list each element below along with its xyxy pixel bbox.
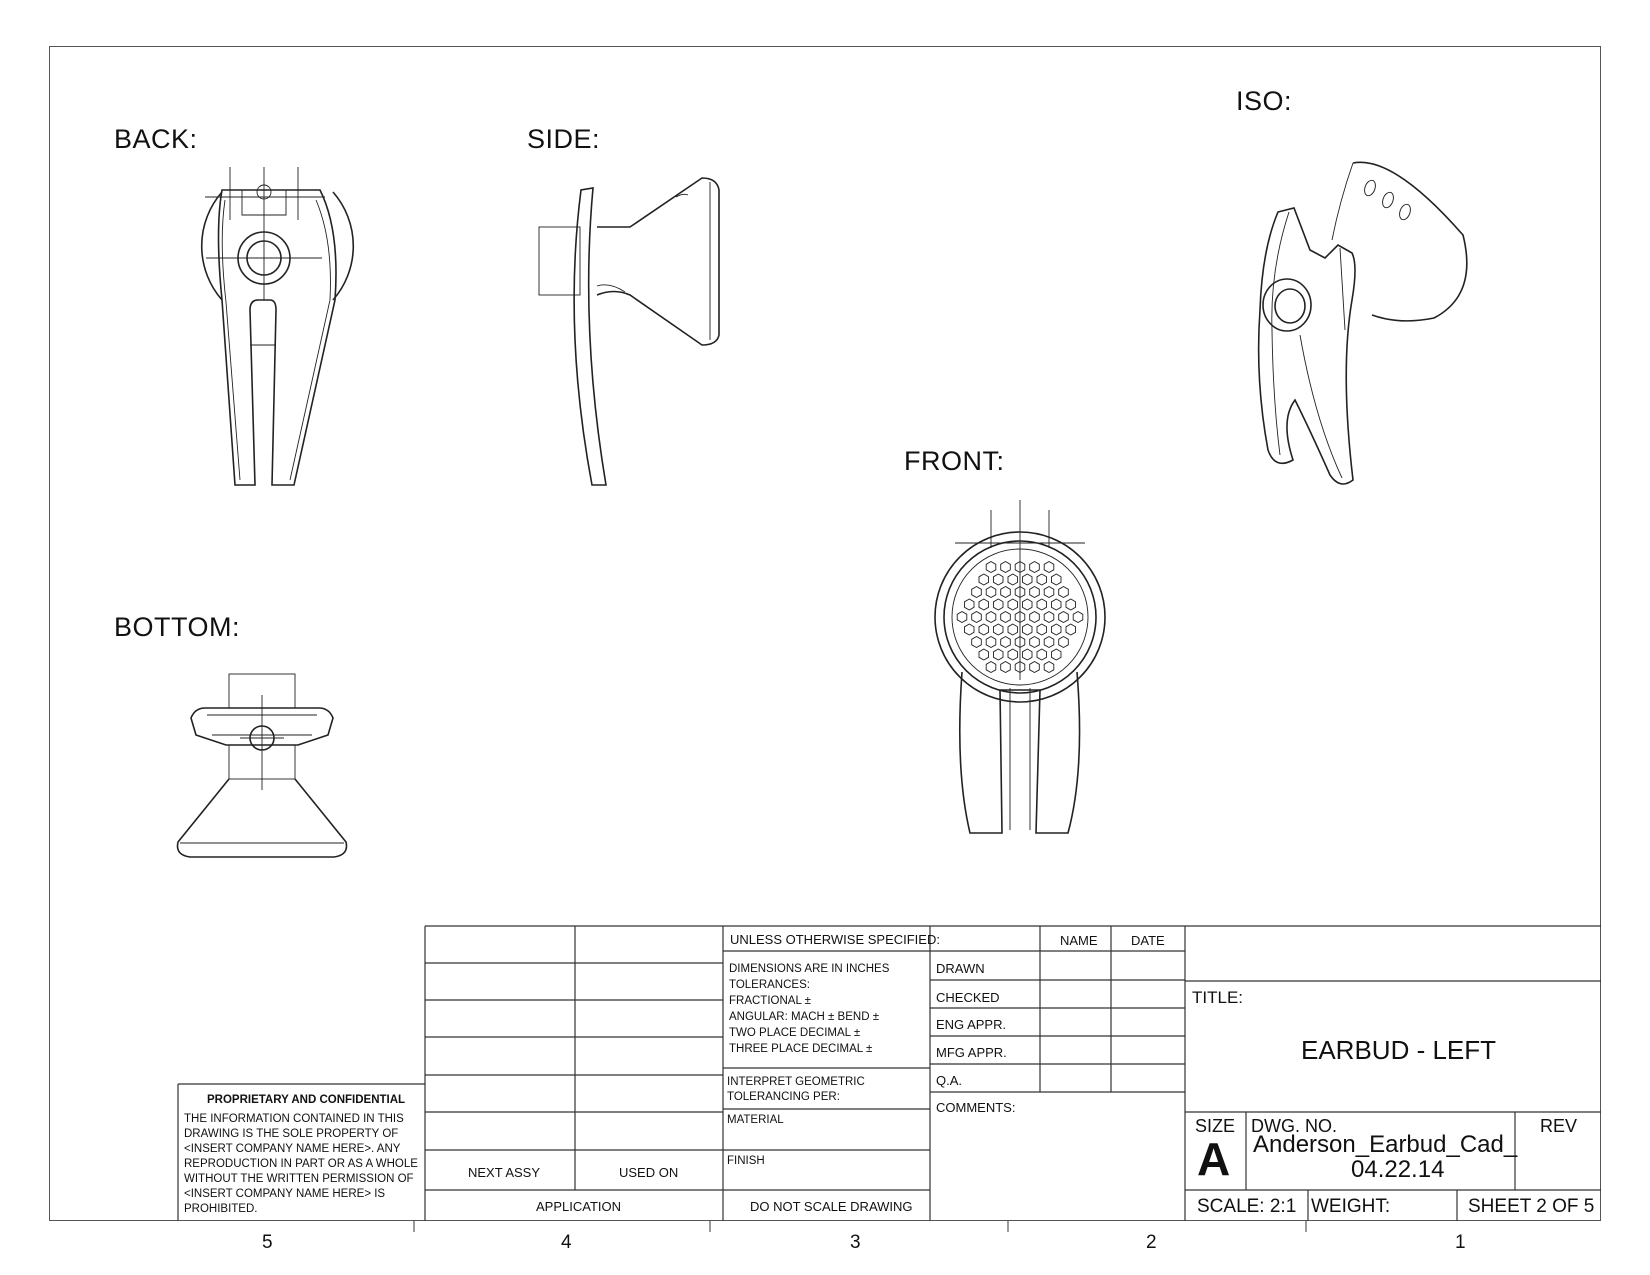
approval-row-label: MFG APPR. [936,1045,1007,1060]
grille-hole [1059,637,1069,648]
grille-hole [1001,637,1011,648]
do-not-scale-label: DO NOT SCALE DRAWING [750,1199,913,1214]
dwg-no-line-2: 04.22.14 [1351,1156,1445,1183]
grille-hole [1066,599,1076,610]
size-value: A [1197,1133,1231,1185]
grille-hole [1052,624,1062,635]
approval-row-label: CHECKED [936,990,1000,1005]
date-header: DATE [1131,933,1165,948]
dimensions-line: TWO PLACE DECIMAL ± [729,1027,861,1039]
grille-hole [1030,587,1040,598]
view-label-side: SIDE: [527,124,601,154]
grille-hole [1030,562,1040,573]
approval-row-label: DRAWN [936,961,985,976]
grille-hole [1030,637,1040,648]
view-label-bottom: BOTTOM: [114,612,241,642]
bottom-view-drawing [178,674,347,857]
dimensions-line: TOLERANCES: [729,979,810,991]
grille-hole [1059,587,1069,598]
grille-hole [1023,599,1033,610]
grille-hole [1044,637,1054,648]
grille-hole [979,599,989,610]
grille-hole [994,574,1004,585]
proprietary-line: THE INFORMATION CONTAINED IN THIS [184,1113,404,1125]
grille-hole [1044,662,1054,673]
title-label: TITLE: [1192,988,1244,1007]
application-label: APPLICATION [536,1199,622,1214]
grille-hole [1023,649,1033,660]
grille-hole [1001,587,1011,598]
grille-hole [1073,612,1083,623]
grille-hole [1066,624,1076,635]
grille-hole [1023,624,1033,635]
grille-hole [1037,624,1047,635]
grille-hole [986,587,996,598]
dimensions-line: DIMENSIONS ARE IN INCHES [729,963,890,975]
grille-hole [965,624,975,635]
dwg-no-label: DWG. NO. [1251,1116,1337,1136]
unless-specified-label: UNLESS OTHERWISE SPECIFIED: [730,932,940,947]
proprietary-line: WITHOUT THE WRITTEN PERMISSION OF [184,1173,414,1185]
grille-hole [979,574,989,585]
material-label: MATERIAL [727,1114,784,1126]
approval-row-label: ENG APPR. [936,1017,1007,1032]
proprietary-line: DRAWING IS THE SOLE PROPERTY OF [184,1128,399,1140]
zone-number: 4 [561,1232,572,1253]
grille-hole [1037,574,1047,585]
dimensions-line: ANGULAR: MACH ± BEND ± [729,1011,880,1023]
scale-label: SCALE: 2:1 [1197,1196,1297,1217]
grille-hole [986,612,996,623]
grille-hole [1052,574,1062,585]
proprietary-line: <INSERT COMPANY NAME HERE>. ANY [184,1143,401,1155]
view-label-iso: ISO: [1236,86,1293,116]
grille-hole [972,612,982,623]
grille-hole [1030,612,1040,623]
next-assy-label: NEXT ASSY [468,1165,541,1180]
proprietary-line: <INSERT COMPANY NAME HERE> IS [184,1188,386,1200]
grille-hole [1052,649,1062,660]
grille-hole [1001,612,1011,623]
grille-hole [1044,562,1054,573]
interpret-line: INTERPRET GEOMETRIC [727,1076,865,1088]
grille-hole [986,637,996,648]
grille-hole [1044,612,1054,623]
grille-hole [1052,599,1062,610]
zone-number: 1 [1455,1232,1466,1253]
grille-hole [1008,624,1018,635]
zone-number: 5 [262,1232,273,1253]
grille-hole [1008,649,1018,660]
used-on-label: USED ON [619,1165,679,1180]
view-label-front: FRONT: [904,446,1005,476]
grille-hole [994,624,1004,635]
size-label: SIZE [1195,1116,1236,1136]
interpret-line: TOLERANCING PER: [727,1091,840,1103]
name-header: NAME [1060,933,1098,948]
grille-hole [1008,599,1018,610]
grille-hole [986,662,996,673]
sheet-label: SHEET 2 OF 5 [1468,1196,1595,1217]
grille-hole [965,599,975,610]
grille-hole [1001,662,1011,673]
grille-hole [1023,574,1033,585]
grille-hole [1030,662,1040,673]
proprietary-line: PROHIBITED. [184,1203,258,1215]
dimensions-line: FRACTIONAL ± [729,995,811,1007]
proprietary-line: REPRODUCTION IN PART OR AS A WHOLE [184,1158,418,1170]
approval-row-label: Q.A. [936,1073,963,1088]
grille-hole [1044,587,1054,598]
grille-hole [994,649,1004,660]
comments-label: COMMENTS: [936,1100,1016,1115]
proprietary-heading: PROPRIETARY AND CONFIDENTIAL [207,1094,406,1106]
back-view-drawing [202,167,354,485]
grille-hole [957,612,967,623]
rev-label: REV [1540,1116,1578,1136]
grille-hole [1037,649,1047,660]
front-view-drawing [935,500,1105,833]
finish-label: FINISH [727,1155,765,1167]
zone-number: 3 [850,1232,861,1253]
grille-hole [1008,574,1018,585]
side-view-drawing [539,178,719,485]
drawing-title: EARBUD - LEFT [1301,1035,1497,1065]
grille-hole [972,637,982,648]
grille-hole [1037,599,1047,610]
grille-hole [1059,612,1069,623]
zone-number: 2 [1146,1232,1157,1253]
weight-label: WEIGHT: [1311,1196,1391,1217]
grille-hole [972,587,982,598]
dwg-no-line-1: Anderson_Earbud_Cad_ [1253,1131,1518,1158]
iso-view-drawing [1259,162,1467,484]
grille-hole [979,649,989,660]
view-label-back: BACK: [114,124,198,154]
grille-hole [994,599,1004,610]
grille-hole [1001,562,1011,573]
dimensions-line: THREE PLACE DECIMAL ± [729,1043,873,1055]
grille-hole [979,624,989,635]
grille-hole [986,562,996,573]
